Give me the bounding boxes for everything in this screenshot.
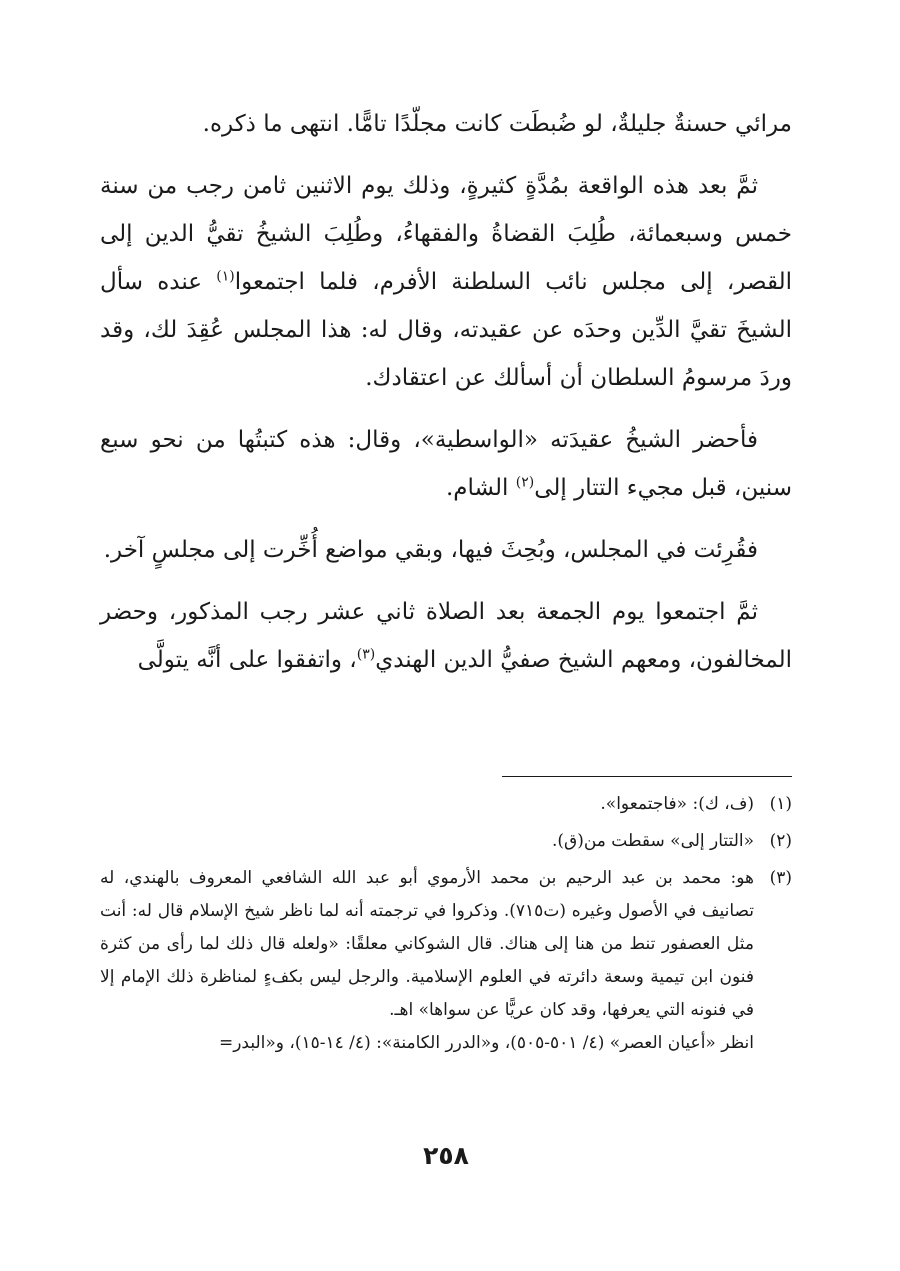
- paragraph-5-text-b: ، واتفقوا على أنَّه يتولَّى: [137, 647, 357, 673]
- footnote-ref-3[interactable]: (٣): [356, 646, 376, 663]
- footnotes: [100, 788, 792, 1064]
- book-page: [100, 100, 792, 1170]
- footnote-2: [100, 825, 792, 858]
- paragraph-2-text-a: ثمَّ بعد هذه الواقعة بمُدَّةٍ كثيرةٍ، وذلك يوم الاثنين ثامن رجب من سنة خمس وسبعمائة، طُلِبَ القضاةُ والفقهاءُ، وطُلِبَ الشيخُ تقيُّ الدين إلى القصر، إلى مجلس نائب السلطنة الأفرم، فلما اجتمعوا: [100, 173, 792, 295]
- footnote-divider: [502, 776, 792, 777]
- paragraph-2: [100, 162, 792, 402]
- footnote-number: (٣): [769, 868, 792, 888]
- footnote-number: (١): [769, 794, 792, 814]
- paragraph-1-text: مرائي حسنةٌ جليلةٌ، لو ضُبطَت كانت مجلّدًا تامًّا. انتهى ما ذكره.: [202, 111, 792, 137]
- paragraph-5: [100, 588, 792, 684]
- main-text: [100, 100, 792, 684]
- footnote-continuation: انظر «أعيان العصر» (٤/ ٥٠١-٥٠٥)، و«الدرر الكامنة»: (٤/ ١٤-١٥)، و«البدر=: [218, 1033, 754, 1053]
- page-number: ٢٥٨: [423, 1141, 469, 1170]
- paragraph-3-text-b: الشام.: [445, 475, 516, 501]
- footnote-text: هو: محمد بن عبد الرحيم بن محمد الأرموي أبو عبد الله الشافعي المعروف بالهندي، له تصانيف في الأصول وغيره (ت٧١٥). وذكروا في ترجمته أنه لما ناظر شيخ الإسلام قال له: أنت مثل العصفور تنط من هنا إلى هناك. قال الشوكاني معلقًا: «ولعله قال ذلك لما رأى من كثرة فنون ابن تيمية وسعة دائرته في العلوم الإسلامية. والرجل ليس بكفءٍ لمناظرة ذلك الإمام إلا في فنونه التي يعرفها، وقد كان عريًّا عن سواها» اهـ.: [100, 868, 754, 1020]
- footnote-ref-2[interactable]: (٢): [515, 474, 535, 491]
- footnote-text: «التتار إلى» سقطت من(ق).: [551, 831, 754, 851]
- paragraph-2-text-b: عنده سأل الشيخَ تقيَّ الدِّين وحدَه عن عقيدته، وقال له: هذا المجلس عُقِدَ لك، وقد وردَ مرسومُ السلطان أن أسألك عن اعتقادك.: [100, 269, 792, 391]
- footnote-1: [100, 788, 792, 821]
- paragraph-3-text-a: فأحضر الشيخُ عقيدَته «الواسطية»، وقال: هذه كتبتُها من نحو سبع سنين، قبل مجيء التتار إلى: [100, 427, 792, 501]
- footnote-3: [100, 862, 792, 1060]
- paragraph-5-text-a: ثمَّ اجتمعوا يوم الجمعة بعد الصلاة ثاني عشر رجب المذكور، وحضر المخالفون، ومعهم الشيخ صفيُّ الدين الهندي: [100, 599, 792, 673]
- paragraph-1: [100, 100, 792, 148]
- footnote-text: (ف، ك): «فاجتمعوا».: [600, 794, 754, 814]
- paragraph-3: [100, 416, 792, 512]
- footnote-ref-1[interactable]: (١): [216, 268, 235, 285]
- footnote-number: (٢): [769, 831, 792, 851]
- footnote-text-wrap: [100, 862, 754, 1060]
- paragraph-4-text: فقُرِئت في المجلس، وبُحِثَ فيها، وبقي مواضع أُخِّرت إلى مجلسٍ آخر.: [103, 537, 758, 563]
- paragraph-4: [100, 526, 792, 574]
